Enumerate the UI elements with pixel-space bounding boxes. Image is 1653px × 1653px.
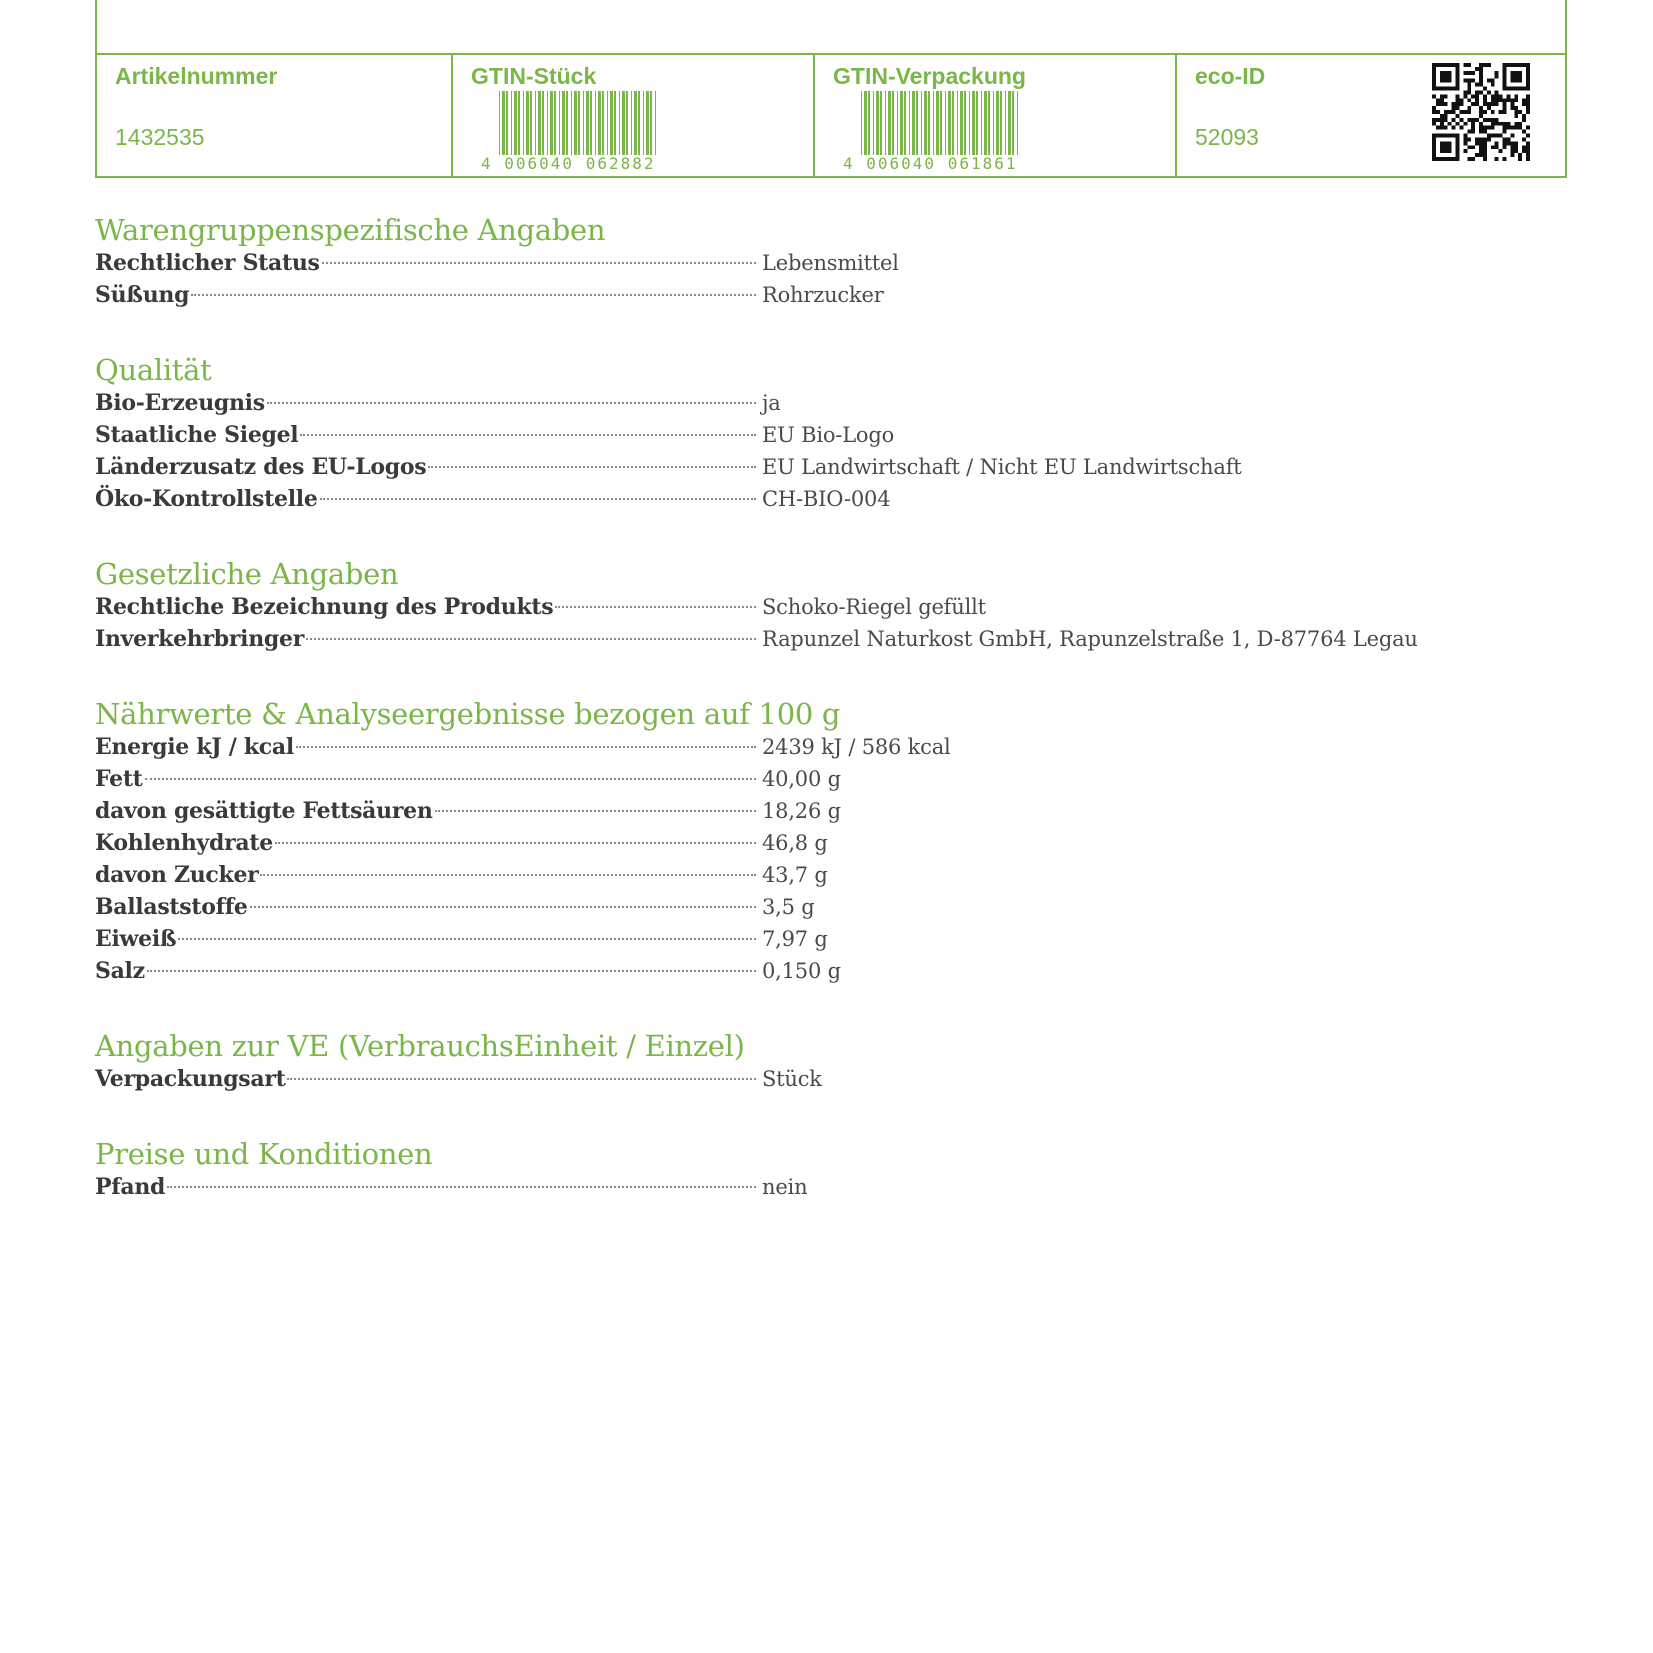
detail-label: Bio-Erzeugnis	[95, 390, 265, 416]
detail-value: 3,5 g	[762, 895, 815, 919]
eco-id-value: 52093	[1195, 124, 1259, 150]
detail-row	[95, 387, 1555, 419]
detail-value: Lebensmittel	[762, 251, 899, 275]
detail-row	[95, 763, 1555, 795]
detail-label: davon Zucker	[95, 862, 259, 888]
dot-leader	[296, 746, 756, 748]
dot-leader	[250, 906, 756, 908]
dot-leader	[178, 938, 756, 940]
dot-leader	[267, 402, 756, 404]
detail-value: Rapunzel Naturkost GmbH, Rapunzelstraße 1, D-87764 Legau	[762, 627, 1418, 651]
detail-row	[95, 827, 1555, 859]
detail-label: Kohlenhydrate	[95, 830, 273, 856]
detail-value: nein	[762, 1175, 808, 1199]
product-details	[95, 213, 1555, 1245]
gtin-verpackung-cell	[813, 55, 1175, 176]
dot-leader	[145, 778, 756, 780]
detail-row	[95, 955, 1555, 987]
detail-value: 2439 kJ / 586 kcal	[762, 735, 951, 759]
detail-value: 46,8 g	[762, 831, 828, 855]
product-header	[95, 0, 1567, 178]
header-row	[97, 53, 1565, 176]
dot-leader	[287, 1078, 756, 1080]
detail-label: davon gesättigte Fettsäuren	[95, 798, 433, 824]
section	[95, 1137, 1555, 1203]
detail-value: 7,97 g	[762, 927, 828, 951]
detail-label: Rechtlicher Status	[95, 250, 320, 276]
detail-label: Süßung	[95, 282, 190, 308]
detail-label: Pfand	[95, 1174, 166, 1200]
detail-row	[95, 483, 1555, 515]
section-title: Qualität	[95, 353, 212, 387]
detail-label: Staatliche Siegel	[95, 422, 299, 448]
detail-label: Länderzusatz des EU-Logos	[95, 454, 427, 480]
detail-row	[95, 591, 1555, 623]
artikelnummer-value: 1432535	[115, 124, 205, 150]
detail-row	[95, 891, 1555, 923]
dot-leader	[322, 262, 756, 264]
detail-value: ja	[762, 391, 781, 415]
section	[95, 557, 1555, 655]
section-title: Gesetzliche Angaben	[95, 557, 399, 591]
dot-leader	[555, 606, 756, 608]
detail-value: EU Landwirtschaft / Nicht EU Landwirtschaft	[762, 455, 1242, 479]
detail-row	[95, 859, 1555, 891]
dot-leader	[275, 842, 756, 844]
detail-value: CH-BIO-004	[762, 487, 891, 511]
section	[95, 353, 1555, 515]
detail-label: Fett	[95, 766, 143, 792]
detail-label: Ballaststoffe	[95, 894, 248, 920]
section-title: Warengruppenspezifische Angaben	[95, 213, 606, 247]
detail-label: Inverkehrbringer	[95, 626, 304, 652]
detail-label: Eiweiß	[95, 926, 177, 952]
detail-label: Rechtliche Bezeichnung des Produkts	[95, 594, 554, 620]
detail-row	[95, 795, 1555, 827]
detail-label: Verpackungsart	[95, 1066, 286, 1092]
detail-row	[95, 1171, 1555, 1203]
detail-value: EU Bio-Logo	[762, 423, 895, 447]
detail-value: Schoko-Riegel gefüllt	[762, 595, 986, 619]
section-title: Angaben zur VE (VerbrauchsEinheit / Einzel)	[95, 1029, 745, 1063]
detail-value: Stück	[762, 1067, 822, 1091]
dot-leader	[428, 466, 756, 468]
dot-leader	[306, 638, 756, 640]
detail-value: 18,26 g	[762, 799, 841, 823]
gtin-verpackung-value: 4 006040 061861	[843, 155, 1023, 173]
dot-leader	[260, 874, 756, 876]
detail-value: 43,7 g	[762, 863, 828, 887]
artikelnummer-label: Artikelnummer	[115, 63, 278, 89]
section	[95, 697, 1555, 987]
detail-label: Energie kJ / kcal	[95, 734, 294, 760]
section-title: Nährwerte & Analyseergebnisse bezogen auf 100 g	[95, 697, 841, 731]
eco-id-label: eco-ID	[1195, 63, 1266, 89]
detail-row	[95, 419, 1555, 451]
section	[95, 213, 1555, 311]
dot-leader	[435, 810, 756, 812]
gtin-stueck-value: 4 006040 062882	[481, 155, 661, 173]
detail-value: Rohrzucker	[762, 283, 884, 307]
artikelnummer-cell	[97, 55, 451, 176]
dot-leader	[191, 294, 756, 296]
detail-row	[95, 279, 1555, 311]
dot-leader	[300, 434, 756, 436]
qr-code-icon	[1432, 63, 1530, 161]
eco-id-cell	[1175, 55, 1565, 176]
detail-row	[95, 451, 1555, 483]
dot-leader	[167, 1186, 756, 1188]
dot-leader	[320, 498, 756, 500]
detail-value: 0,150 g	[762, 959, 841, 983]
detail-row	[95, 731, 1555, 763]
dot-leader	[147, 970, 756, 972]
detail-row	[95, 247, 1555, 279]
detail-label: Salz	[95, 958, 145, 984]
gtin-stueck-label: GTIN-Stück	[471, 63, 597, 89]
detail-row	[95, 923, 1555, 955]
detail-row	[95, 623, 1555, 655]
section-title: Preise und Konditionen	[95, 1137, 433, 1171]
detail-value: 40,00 g	[762, 767, 841, 791]
detail-row	[95, 1063, 1555, 1095]
gtin-stueck-cell	[451, 55, 813, 176]
detail-label: Öko-Kontrollstelle	[95, 486, 318, 512]
gtin-verpackung-label: GTIN-Verpackung	[833, 63, 1026, 89]
section	[95, 1029, 1555, 1095]
